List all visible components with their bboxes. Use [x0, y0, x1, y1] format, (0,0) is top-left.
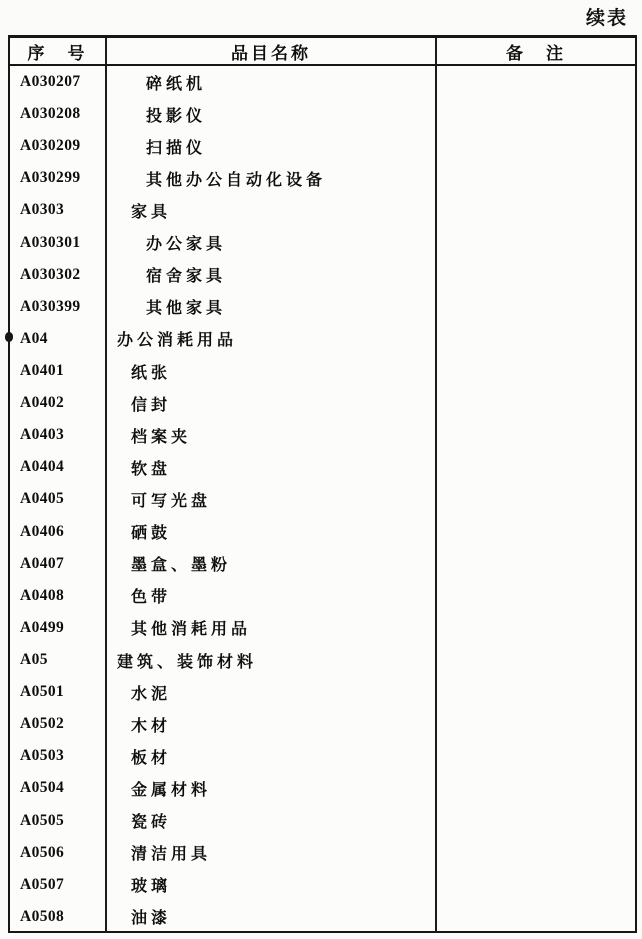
table-row [10, 805, 635, 837]
row-remark [437, 162, 635, 194]
row-remark [437, 837, 635, 869]
table-row [10, 194, 635, 226]
table-row [10, 740, 635, 772]
row-remark [437, 740, 635, 772]
table-row [10, 869, 635, 901]
row-serial-code: A0501 [20, 683, 65, 701]
row-item-name: 纸张 [131, 364, 172, 382]
table-row [10, 676, 635, 708]
row-item-name: 清洁用具 [131, 846, 212, 864]
row-item-name: 玻璃 [131, 878, 172, 896]
row-remark [437, 66, 635, 98]
table-row [10, 259, 635, 291]
table-row [10, 323, 635, 355]
row-remark [437, 772, 635, 804]
row-remark [437, 355, 635, 387]
row-serial-code: A0505 [20, 811, 65, 829]
row-serial-code: A0404 [20, 458, 65, 476]
table-row [10, 98, 635, 130]
row-serial-code: A030399 [20, 297, 81, 315]
row-item-name: 办公消耗用品 [117, 332, 238, 350]
row-item-name: 油漆 [131, 910, 172, 928]
table-row [10, 516, 635, 548]
row-serial-code: A030208 [20, 105, 81, 123]
row-remark [437, 869, 635, 901]
row-remark [437, 708, 635, 740]
row-serial-code: A05 [20, 651, 48, 669]
row-item-name: 可写光盘 [131, 492, 212, 510]
row-serial-code: A030207 [20, 73, 81, 91]
row-serial-code: A0403 [20, 426, 65, 444]
row-item-name: 其他办公自动化设备 [146, 171, 327, 189]
row-item-name: 软盘 [131, 460, 172, 478]
row-remark [437, 580, 635, 612]
row-remark [437, 612, 635, 644]
table-row [10, 837, 635, 869]
header-serial-number: 序 号 [10, 38, 107, 64]
row-remark [437, 676, 635, 708]
row-serial-code: A0408 [20, 586, 65, 604]
row-serial-code: A030209 [20, 137, 81, 155]
table-row [10, 612, 635, 644]
row-serial-code: A0406 [20, 522, 65, 540]
row-remark [437, 451, 635, 483]
row-item-name: 色带 [131, 589, 172, 607]
row-remark [437, 98, 635, 130]
table-row [10, 419, 635, 451]
table-row [10, 580, 635, 612]
row-remark [437, 483, 635, 515]
row-item-name: 墨盒、墨粉 [131, 557, 232, 575]
row-remark [437, 644, 635, 676]
row-serial-code: A0499 [20, 618, 65, 636]
row-serial-code: A0303 [20, 201, 65, 219]
row-serial-code: A030299 [20, 169, 81, 187]
table-row [10, 387, 635, 419]
continued-table-label: 续表 [585, 8, 628, 29]
row-serial-code: A030301 [20, 233, 81, 251]
row-item-name: 水泥 [131, 685, 172, 703]
classification-table [8, 35, 637, 933]
row-serial-code: A0504 [20, 779, 65, 797]
row-item-name: 木材 [131, 717, 172, 735]
row-serial-code: A0503 [20, 747, 65, 765]
row-item-name: 宿舍家具 [146, 268, 227, 286]
row-serial-code: A0506 [20, 843, 65, 861]
row-item-name: 办公家具 [146, 236, 227, 254]
row-remark [437, 805, 635, 837]
table-row [10, 66, 635, 98]
row-item-name: 扫描仪 [146, 139, 207, 157]
left-border-ink-dot [5, 332, 13, 342]
row-serial-code: A0401 [20, 362, 65, 380]
row-item-name: 家具 [131, 203, 172, 221]
row-remark [437, 901, 635, 933]
row-serial-code: A0507 [20, 875, 65, 893]
row-item-name: 硒鼓 [131, 525, 172, 543]
table-row [10, 644, 635, 676]
table-row [10, 548, 635, 580]
row-item-name: 其他消耗用品 [131, 621, 252, 639]
row-remark [437, 259, 635, 291]
row-item-name: 投影仪 [146, 107, 207, 125]
row-remark [437, 387, 635, 419]
table-row [10, 901, 635, 933]
row-remark [437, 323, 635, 355]
row-remark [437, 227, 635, 259]
row-remark [437, 548, 635, 580]
row-serial-code: A0402 [20, 394, 65, 412]
table-row [10, 130, 635, 162]
row-remark [437, 291, 635, 323]
table-row [10, 451, 635, 483]
table-row [10, 355, 635, 387]
row-serial-code: A0502 [20, 715, 65, 733]
table-body [10, 66, 635, 933]
table-row [10, 291, 635, 323]
table-row [10, 708, 635, 740]
row-item-name: 信封 [131, 396, 172, 414]
table-row [10, 227, 635, 259]
row-remark [437, 130, 635, 162]
row-item-name: 建筑、装饰材料 [117, 653, 258, 671]
row-serial-code: A04 [20, 329, 48, 347]
table-row [10, 162, 635, 194]
row-serial-code: A0508 [20, 907, 65, 925]
row-item-name: 碎纸机 [146, 75, 207, 93]
row-serial-code: A0405 [20, 490, 65, 508]
table-header-row [10, 38, 635, 66]
header-remark: 备 注 [506, 43, 566, 63]
row-item-name: 板材 [131, 749, 172, 767]
row-item-name: 档案夹 [131, 428, 192, 446]
row-remark [437, 419, 635, 451]
row-remark [437, 516, 635, 548]
row-remark [437, 194, 635, 226]
table-row [10, 772, 635, 804]
row-serial-code: A0407 [20, 554, 65, 572]
row-item-name: 其他家具 [146, 300, 227, 318]
header-item-name: 品目名称 [107, 38, 437, 64]
table-row [10, 483, 635, 515]
row-item-name: 金属材料 [131, 781, 212, 799]
row-item-name: 瓷砖 [131, 814, 172, 832]
row-serial-code: A030302 [20, 265, 81, 283]
